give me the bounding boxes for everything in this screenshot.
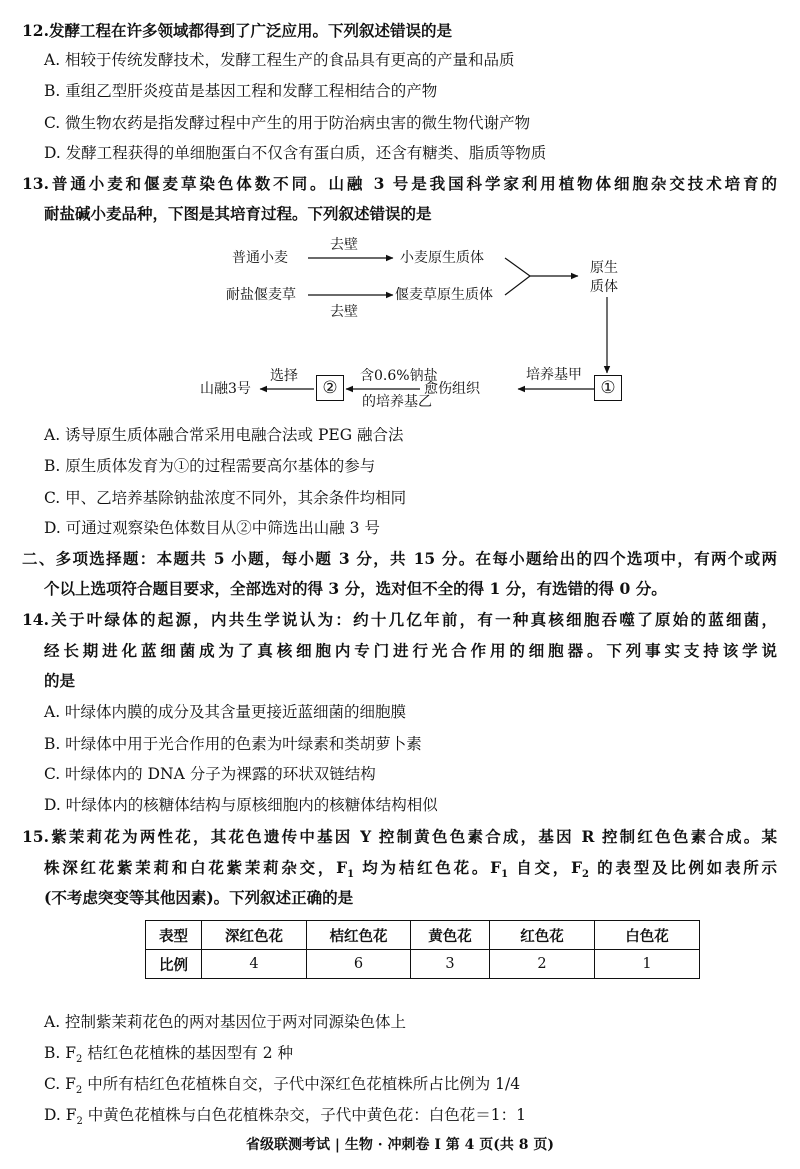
q15-stem-2a: 株深红花紫茉莉和白花紫茉莉杂交，F (44, 858, 348, 877)
q13-stem-line1: 13.普通小麦和偃麦草染色体数不同。山融 3 号是我国科学家利用植物体细胞杂交技术培育的 (22, 174, 777, 193)
q15-stem-line3: (不考虑突变等其他因素)。下列叙述正确的是 (44, 888, 354, 907)
section2-instructions-line1: 二、多项选择题：本题共 5 小题，每小题 3 分，共 15 分。在每小题给出的四个选项中，有两个或两 (22, 549, 777, 568)
q15-option-b-post: 桔红色花植株的基因型有 2 种 (82, 1044, 294, 1062)
q13-stem-line2: 耐盐碱小麦品种，下图是其培育过程。下列叙述错误的是 (44, 204, 432, 223)
q15-stem-2b: 均为桔红色花。F (354, 858, 502, 877)
table-header-cell: 桔红色花 (307, 921, 411, 950)
q14-stem-line1: 14.关于叶绿体的起源，内共生学说认为：约十几亿年前，有一种真核细胞吞噬了原始的蓝细菌， (22, 610, 777, 629)
table-header-cell: 白色花 (595, 921, 700, 950)
q15-option-c (44, 1073, 520, 1095)
table-header-cell: 红色花 (490, 921, 595, 950)
box-2: ② (316, 375, 344, 401)
label-grass-protoplast: 偃麦草原生质体 (395, 287, 493, 303)
label-grass: 耐盐偃麦草 (226, 287, 296, 303)
subscript-f2: 2 (76, 1116, 83, 1128)
table-row-header-phenotype: 表型 (146, 921, 202, 950)
label-remove-wall-top: 去壁 (330, 237, 358, 253)
label-callus: 愈伤组织 (424, 381, 480, 397)
q13-option-a: A. 诱导原生质体融合常采用电融合法或 PEG 融合法 (44, 426, 404, 444)
table-row-header-ratio: 比例 (146, 950, 202, 979)
subscript-f1: 1 (347, 869, 355, 881)
label-result: 山融3号 (200, 381, 251, 397)
q15-option-c-pre: C. F (44, 1075, 76, 1093)
q13-option-b: B. 原生质体发育为①的过程需要高尔基体的参与 (44, 457, 376, 475)
label-salt-line2: 的培养基乙 (362, 394, 432, 410)
q12-option-d: D. 发酵工程获得的单细胞蛋白不仅含有蛋白质，还含有糖类、脂质等物质 (44, 144, 547, 162)
q14-stem-line3: 的是 (44, 671, 76, 690)
q12-stem: 12.发酵工程在许多领域都得到了广泛应用。下列叙述错误的是 (22, 21, 452, 40)
q14-option-c: C. 叶绿体内的 DNA 分子为裸露的环状双链结构 (44, 765, 376, 783)
label-select: 选择 (270, 368, 298, 384)
label-protoplast-line2: 质体 (590, 279, 618, 295)
q12-option-a: A. 相较于传统发酵技术，发酵工程生产的食品具有更高的产量和品质 (44, 51, 515, 69)
q14-option-d: D. 叶绿体内的核糖体结构与原核细胞内的核糖体结构相似 (44, 796, 438, 814)
table-row-ratio (146, 950, 700, 979)
subscript-f2: 2 (75, 1085, 83, 1097)
table-cell: 3 (411, 950, 490, 979)
q15-option-b-pre: B. F (44, 1044, 76, 1062)
table-cell: 4 (202, 950, 307, 979)
phenotype-ratio-table (145, 920, 700, 979)
q15-stem-line1: 15.紫茉莉花为两性花，其花色遗传中基因 Y 控制黄色色素合成，基因 R 控制红色色素合成。某 (22, 827, 777, 846)
merge-bracket (505, 258, 530, 295)
page-footer: 省级联测考试 | 生物 · 冲刺卷 Ⅰ 第 4 页(共 8 页) (246, 1137, 554, 1153)
q15-stem-2c: 自交，F (508, 858, 583, 877)
box-1: ① (594, 375, 622, 401)
q15-option-c-post: 中所有桔红色花植株自交，子代中深红色花植株所占比例为 1/4 (82, 1075, 521, 1093)
subscript-f1-b: 1 (501, 869, 509, 881)
q12-option-c: C. 微生物农药是指发酵过程中产生的用于防治病虫害的微生物代谢产物 (44, 114, 531, 132)
q13-option-d: D. 可通过观察染色体数目从②中筛选出山融 3 号 (44, 519, 380, 537)
label-protoplast-line1: 原生 (590, 260, 618, 276)
q14-option-a: A. 叶绿体内膜的成分及其含量更接近蓝细菌的细胞膜 (44, 703, 407, 721)
label-remove-wall-bottom: 去壁 (330, 304, 358, 320)
q12-option-b: B. 重组乙型肝炎疫苗是基因工程和发酵工程相结合的产物 (44, 82, 438, 100)
table-row-phenotype (146, 921, 700, 950)
q14-option-b: B. 叶绿体中用于光合作用的色素为叶绿素和类胡萝卜素 (44, 735, 422, 753)
q15-option-b (44, 1042, 293, 1064)
table-header-cell: 黄色花 (411, 921, 490, 950)
label-wheat-protoplast: 小麦原生质体 (400, 250, 484, 266)
q14-stem-line2: 经长期进化蓝细菌成为了真核细胞内专门进行光合作用的细胞器。下列事实支持该学说 (44, 641, 777, 660)
table-cell: 6 (307, 950, 411, 979)
table-header-cell: 深红色花 (202, 921, 307, 950)
q15-stem-2d: 的表型及比例如表所示 (589, 858, 778, 877)
q15-option-d-pre: D. F (44, 1106, 77, 1124)
label-medium-a: 培养基甲 (526, 367, 582, 383)
q15-option-a: A. 控制紫茉莉花色的两对基因位于两对同源染色体上 (44, 1013, 407, 1031)
label-wheat: 普通小麦 (232, 250, 288, 266)
subscript-f2: 2 (582, 869, 590, 881)
table-cell: 2 (490, 950, 595, 979)
q13-option-c: C. 甲、乙培养基除钠盐浓度不同外，其余条件均相同 (44, 489, 407, 507)
table-cell: 1 (595, 950, 700, 979)
q15-option-d (44, 1104, 526, 1126)
section2-instructions-line2: 个以上选项符合题目要求，全部选对的得 3 分，选对但不全的得 1 分，有选错的得 0 分。 (44, 579, 667, 598)
q15-option-d-post: 中黄色花植株与白色花植株杂交，子代中黄色花：白色花＝1：1 (82, 1106, 527, 1124)
subscript-f2: 2 (76, 1054, 83, 1066)
label-salt-line1: 含0.6%钠盐 (360, 368, 438, 384)
q15-stem-line2 (44, 857, 777, 879)
